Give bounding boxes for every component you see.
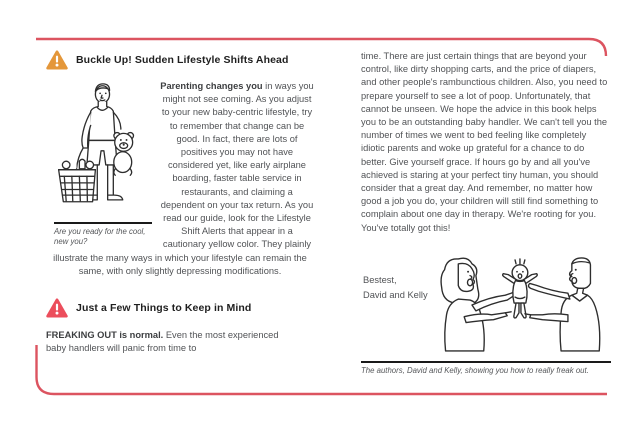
authors-freaking-out-at-baby-illustration: [425, 255, 611, 353]
dad-carrying-teddy-bear-and-basket-illustration: [54, 82, 150, 214]
warning-triangle-red-icon: [46, 298, 68, 318]
caption-rule: [54, 222, 152, 224]
authors-illustration-figure: [361, 259, 611, 359]
paragraph-body-text: in ways you might not see coming. As you adjust to your new baby-centric lifestyle, try to remember that change can be good. In fact, there are lots of positives you may not have considered yet, like early airplane boarding, faster table service in restaurants, and claiming a dependent on your tax return. As you read our guide, look for the Lifestyle Shift Alerts that appear in a cautionary yellow color. They plainly illustrate the many ways in which your lifestyle can remain the same, with only slightly depressing modifications.: [53, 81, 314, 276]
continued-paragraph: time. There are just certain things that are beyond your control, like dirty shopping carts, and the price of diapers, and other people's rambunctious children. Also, you need to prepare yourself to see a lot of poop. Unfortunately, that cannot be unseen. We hope the advice in this book helps you to be an outstanding baby handler. We can't tell you the number of times we went to bed feeling like completely idiotic parents and woke up grateful for a chance to do better. Give yourself grace. If hours go by and all you've achieved is staring at your perfect tiny human, you should consider that a great day. And remember, no matter how good a job you do, your children will still find something to complain about one day in therapy. We're rooting for you. You've totally got this!: [361, 51, 608, 233]
paragraph-lead-text: FREAKING OUT is normal.: [46, 330, 164, 341]
intro-paragraph-block: [46, 80, 314, 278]
paragraph-lead-text: Parenting changes you: [160, 81, 263, 91]
left-page-column: [46, 50, 314, 355]
section-keep-in-mind-heading: [46, 298, 314, 318]
right-page-column: [361, 50, 611, 375]
signature-block: [363, 273, 428, 303]
authors-illustration-caption: The authors, David and Kelly, showing you how to really freak out.: [361, 365, 589, 375]
section-heading: Buckle Up! Sudden Lifestyle Shifts Ahead: [76, 54, 289, 66]
warning-triangle-orange-icon: [46, 50, 68, 70]
signature-line: David and Kelly: [363, 289, 428, 300]
paragraph-body-text: Even the most experienced baby handlers will panic from time to: [46, 330, 279, 354]
signature-line: Bestest,: [363, 274, 397, 285]
section-buckle-up-heading: [46, 50, 314, 70]
section-heading: Just a Few Things to Keep in Mind: [76, 302, 252, 315]
dad-illustration-figure: [54, 82, 152, 246]
caption-rule: [361, 361, 611, 363]
freaking-out-paragraph: [46, 329, 284, 355]
dad-illustration-caption: Are you ready for the cool, new you?: [54, 227, 146, 246]
